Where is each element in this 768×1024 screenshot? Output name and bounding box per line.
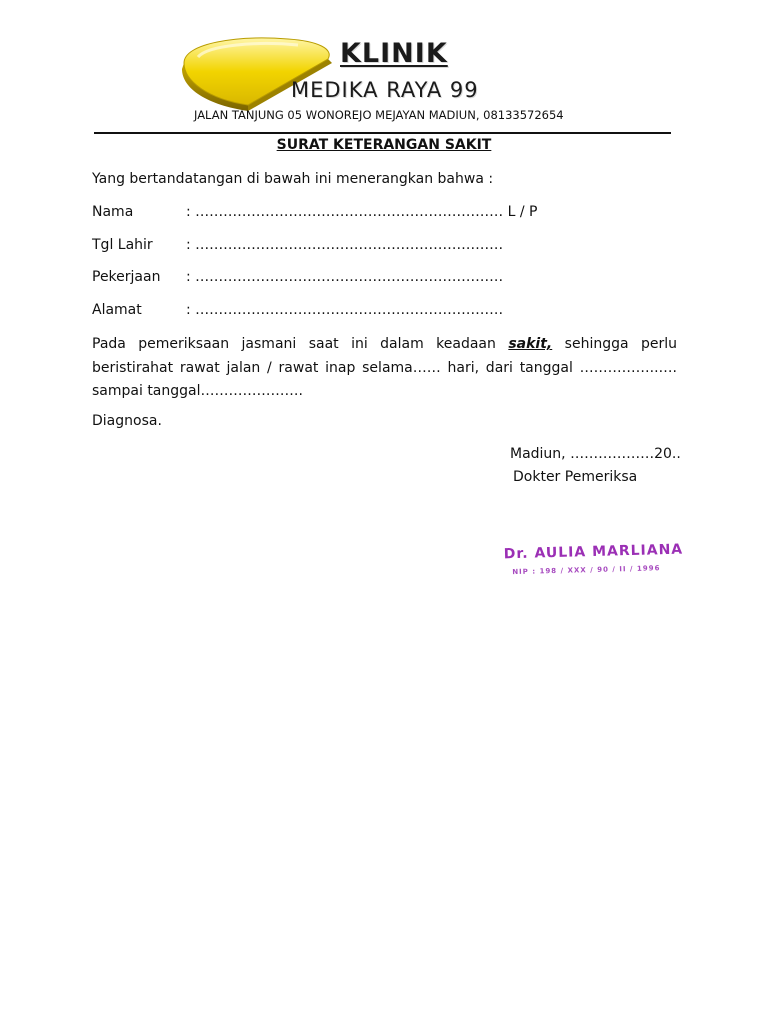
diagnosa-label: Diagnosa. (92, 413, 162, 429)
intro-text: Yang bertandatangan di bawah ini menerangkan bahwa : (92, 171, 494, 187)
field-value-alamat: : ………………………………………………………… (186, 302, 504, 318)
field-value-tgl-lahir: : ………………………………………………………… (186, 237, 504, 253)
stamp-nip: NIP : 198 / XXX / 90 / II / 1996 (512, 564, 661, 577)
field-label-pekerjaan: Pekerjaan (92, 269, 161, 285)
paragraph-after: sehingga perlu beristirahat rawat jalan / rawat inap selama…… hari, dari tanggal ……………..…. sampai tanggal…………………. (92, 336, 678, 399)
body-paragraph (92, 333, 677, 404)
letterhead-divider (94, 132, 671, 134)
clinic-address: JALAN TANJUNG 05 WONOREJO MEJAYAN MADIUN, 08133572654 (194, 108, 564, 122)
field-label-tgl-lahir: Tgl Lahir (92, 237, 153, 253)
paragraph-emphasis-sakit: sakit, (508, 336, 553, 352)
field-label-alamat: Alamat (92, 302, 142, 318)
stamp-name: Dr. AULIA MARLIANA (503, 541, 684, 563)
clinic-subname: MEDIKA RAYA 99 (291, 78, 479, 102)
field-value-nama: : ………………………………………………………… L / P (186, 204, 538, 220)
city-date-line: Madiun, ………………20.. (510, 446, 681, 462)
document-title: SURAT KETERANGAN SAKIT (276, 137, 492, 153)
clinic-name: KLINIK (340, 38, 448, 69)
doctor-stamp (499, 538, 685, 585)
signer-title: Dokter Pemeriksa (513, 469, 638, 485)
field-value-pekerjaan: : ………………………………………………………… (186, 269, 504, 285)
paragraph-before: Pada pemeriksaan jasmani saat ini dalam keadaan (92, 336, 496, 352)
field-label-nama: Nama (92, 204, 134, 220)
